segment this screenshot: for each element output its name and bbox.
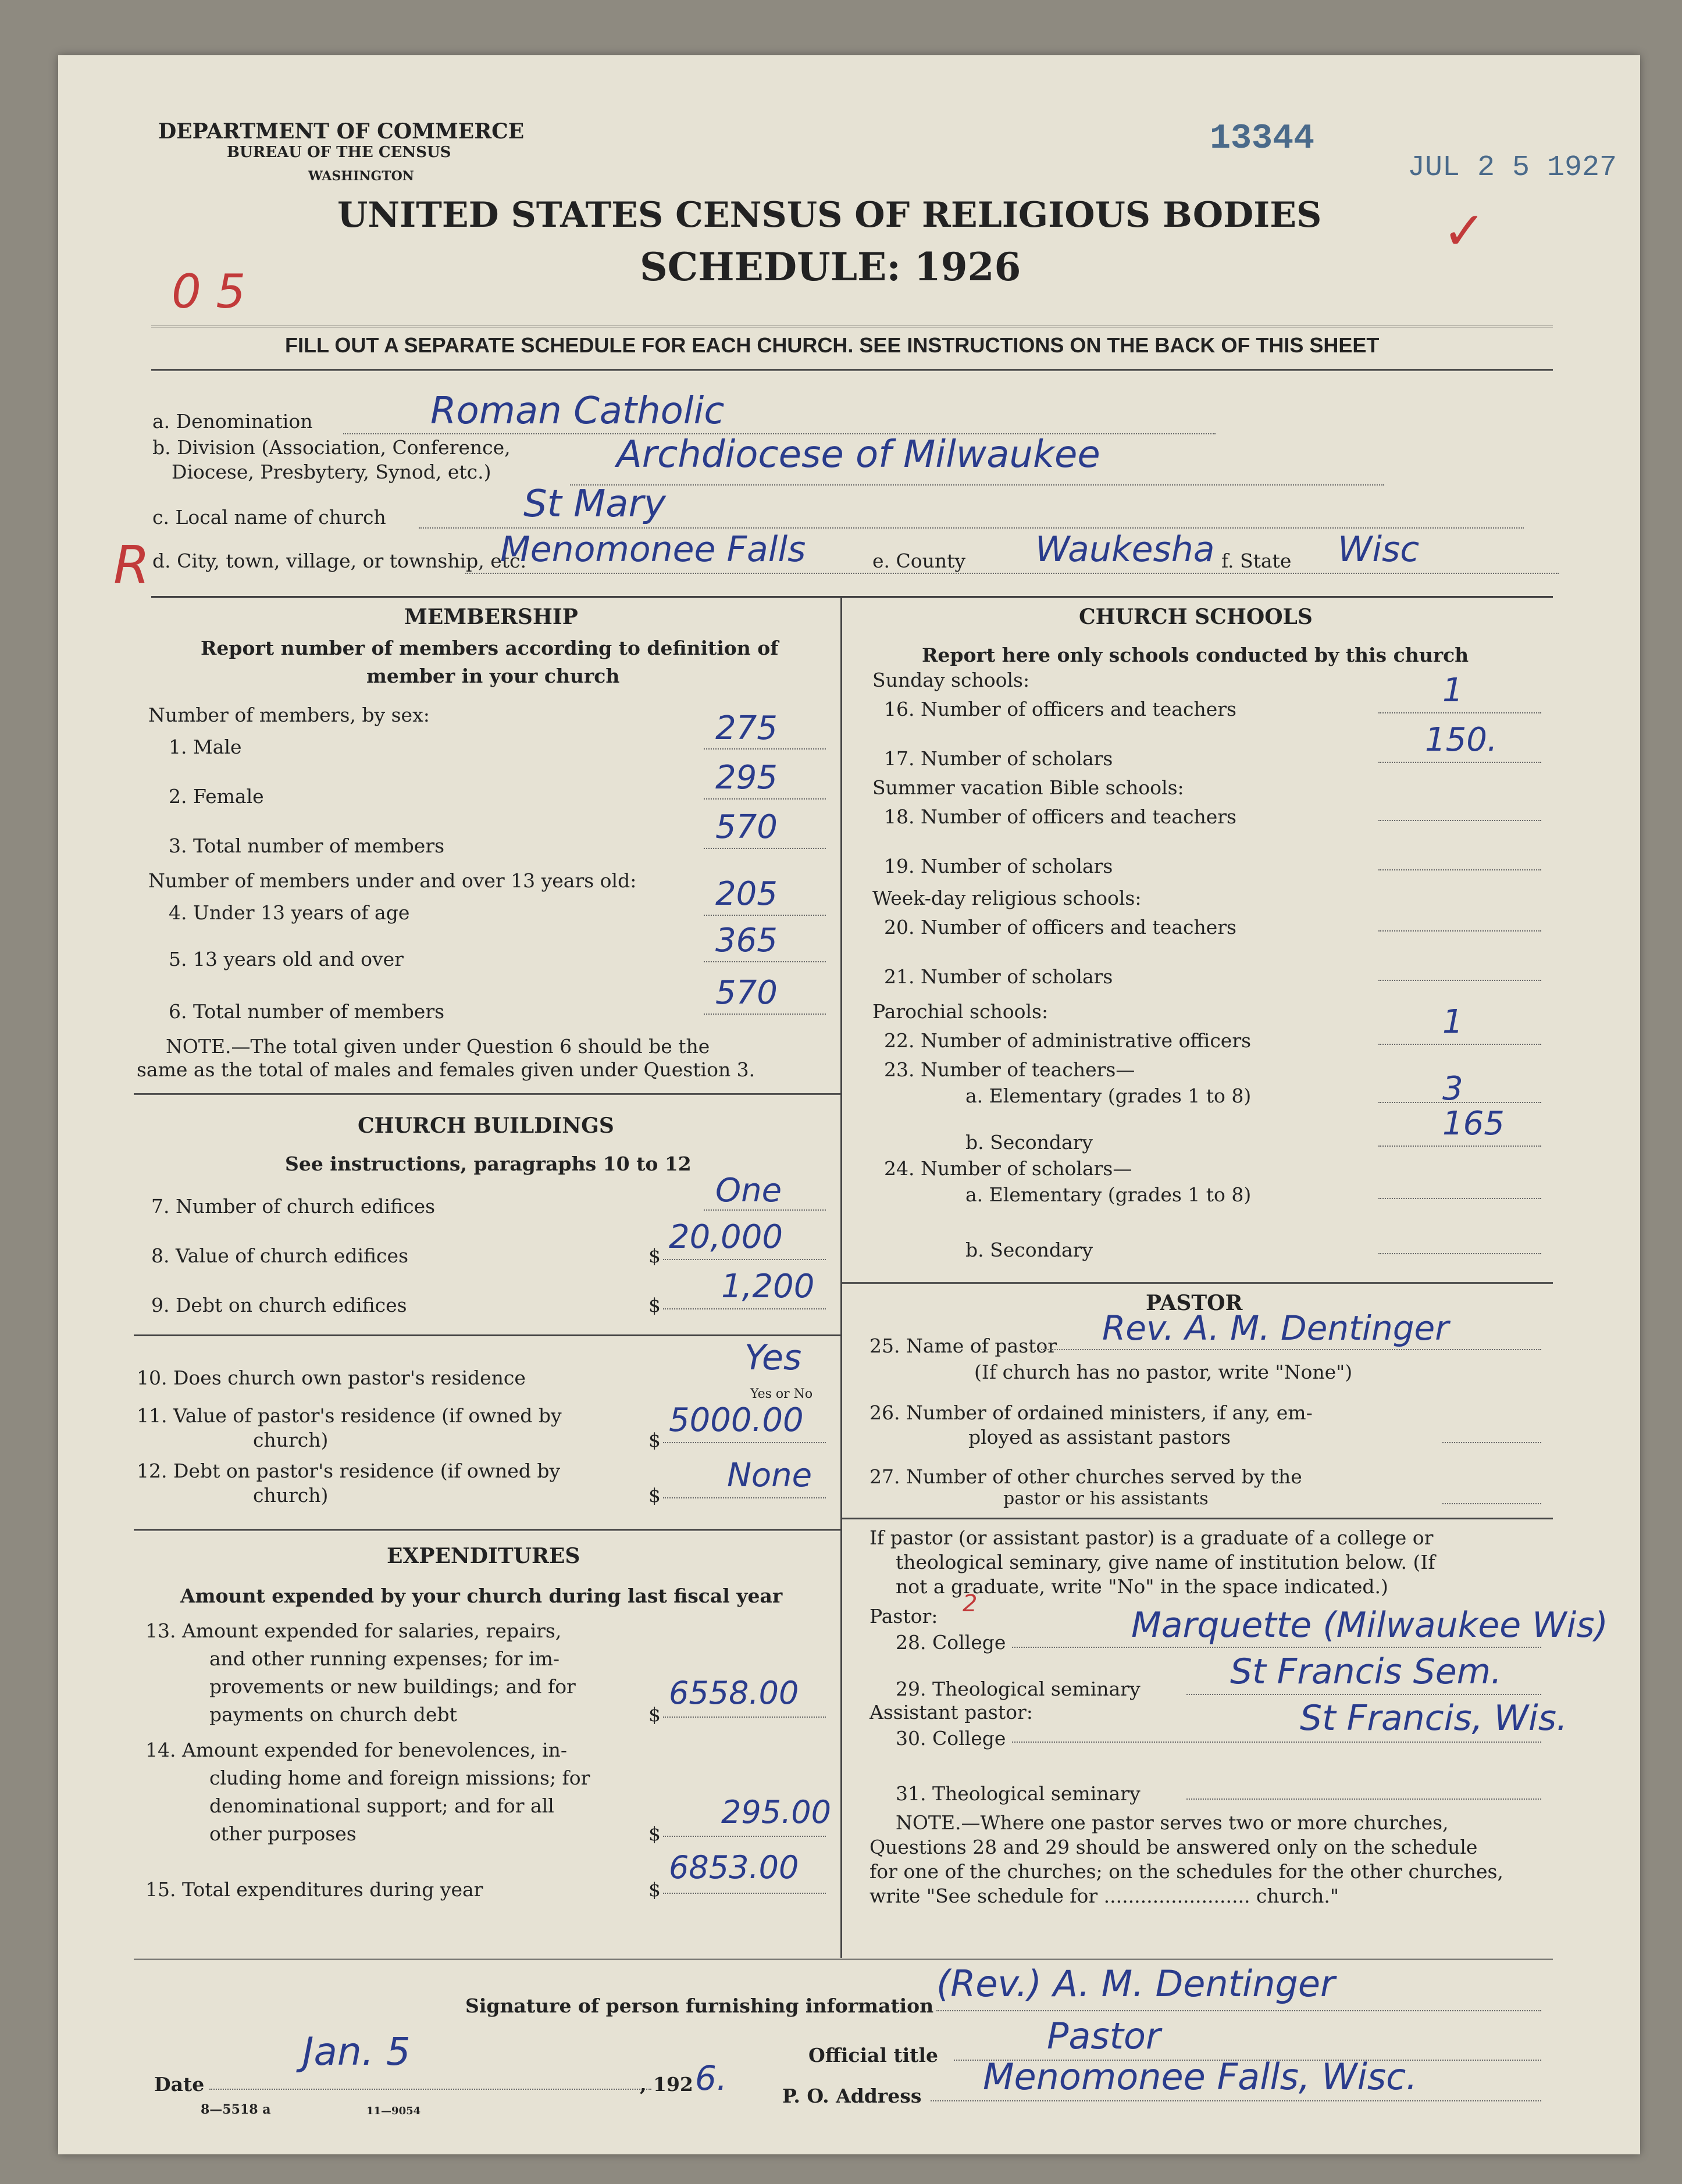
q7-label: 7. Number of church edifices	[151, 1195, 436, 1218]
q27-label-1: 27. Number of other churches served by the	[869, 1465, 1302, 1488]
header-rule-bottom	[151, 369, 1553, 371]
schedule-subtitle: SCHEDULE: 1926	[640, 244, 1021, 290]
q12-value[interactable]: None	[727, 1457, 813, 1494]
census-schedule-sheet	[58, 55, 1640, 2154]
q6-value[interactable]: 570	[715, 974, 778, 1012]
q16-label: 16. Number of officers and teachers	[884, 698, 1236, 720]
header-rule-top	[151, 326, 1553, 327]
county-value[interactable]: Waukesha	[1035, 529, 1215, 570]
column-divider	[840, 597, 842, 1958]
q25-hint: (If church has no pastor, write "None")	[974, 1361, 1353, 1383]
q23-label: 23. Number of teachers—	[884, 1058, 1135, 1081]
membership-intro-1: Report number of members according to definition of	[201, 637, 779, 659]
summer-schools: Summer vacation Bible schools:	[872, 776, 1184, 799]
q14-dotline	[663, 1836, 826, 1837]
q9-label: 9. Debt on church edifices	[151, 1294, 407, 1316]
q22-value[interactable]: 1	[1442, 1003, 1463, 1041]
q15-label: 15. Total expenditures during year	[145, 1878, 483, 1901]
q15-value[interactable]: 6853.00	[669, 1849, 799, 1886]
q19-label: 19. Number of scholars	[884, 855, 1113, 877]
q18-label: 18. Number of officers and teachers	[884, 805, 1236, 828]
q10-hint: Yes or No	[750, 1387, 813, 1401]
q14-value[interactable]: 295.00	[721, 1794, 831, 1830]
q20-line	[1378, 930, 1541, 932]
q23b-line	[1378, 1145, 1541, 1147]
q11-value[interactable]: 5000.00	[669, 1401, 804, 1439]
department-name: DEPARTMENT OF COMMERCE	[158, 119, 525, 144]
q6-label: 6. Total number of members	[169, 1000, 445, 1023]
q13-line-3: provements or new buildings; and for	[209, 1675, 576, 1698]
q8-value[interactable]: 20,000	[669, 1218, 783, 1256]
date-line	[209, 2089, 651, 2090]
q2-line	[704, 798, 826, 800]
serial-number-stamp: 13344	[1210, 119, 1315, 159]
schools-rule	[842, 1282, 1553, 1284]
year-digit[interactable]: 6.	[695, 2058, 728, 2098]
q9-dollar: $	[648, 1294, 661, 1316]
q24b-label: b. Secondary	[965, 1239, 1093, 1261]
po-address-label: P. O. Address	[782, 2085, 922, 2107]
official-title-value[interactable]: Pastor	[1047, 2015, 1161, 2057]
church-name-line	[419, 527, 1524, 529]
division-line	[570, 484, 1384, 486]
q25-label: 25. Name of pastor	[869, 1334, 1057, 1357]
pastor-note-2: Questions 28 and 29 should be answered only on the schedule	[869, 1836, 1478, 1858]
signature-line	[936, 2010, 1541, 2011]
q10-label: 10. Does church own pastor's residence	[137, 1366, 526, 1389]
members-by-age: Number of members under and over 13 years old:	[148, 869, 637, 892]
red-mark-r: R	[113, 535, 150, 596]
q7-line	[704, 1209, 826, 1211]
q26-label-1: 26. Number of ordained ministers, if any, em-	[869, 1401, 1313, 1424]
schedule-title: UNITED STATES CENSUS OF RELIGIOUS BODIES	[337, 195, 1322, 235]
q18-line	[1378, 820, 1541, 821]
year-prefix: , 192	[640, 2073, 693, 2096]
q24a-label: a. Elementary (grades 1 to 8)	[965, 1183, 1252, 1206]
state-value[interactable]: Wisc	[1338, 529, 1420, 570]
signature-label: Signature of person furnishing information	[465, 1994, 934, 2017]
pastor-note-4: write "See schedule for ........................ church."	[869, 1885, 1339, 1907]
church-name-label: c. Local name of church	[152, 506, 386, 529]
assistant-pastor-subheading: Assistant pastor:	[869, 1701, 1033, 1723]
bureau-name: BUREAU OF THE CENSUS	[227, 144, 451, 161]
buildings-rule	[134, 1334, 840, 1336]
division-label-2: Diocese, Presbytery, Synod, etc.)	[172, 461, 491, 483]
membership-note-1: NOTE.—The total given under Question 6 should be the	[166, 1035, 710, 1058]
membership-intro-2: member in your church	[366, 665, 620, 687]
q29-value[interactable]: St Francis Sem.	[1230, 1651, 1502, 1692]
graduate-note-3: not a graduate, write "No" in the space indicated.)	[896, 1575, 1388, 1598]
q24b-line	[1378, 1253, 1541, 1254]
parochial-schools: Parochial schools:	[872, 1000, 1049, 1023]
identity-rule	[151, 596, 1553, 598]
q19-line	[1378, 869, 1541, 870]
q17-line	[1378, 762, 1541, 763]
q5-label: 5. 13 years old and over	[169, 948, 404, 970]
denomination-value[interactable]: Roman Catholic	[430, 390, 725, 433]
date-label: Date	[154, 2073, 205, 2096]
q24-label: 24. Number of scholars—	[884, 1157, 1132, 1180]
q13-line-2: and other running expenses; for im-	[209, 1647, 560, 1670]
city-value[interactable]: Menomonee Falls	[500, 529, 806, 570]
q23a-line	[1378, 1102, 1541, 1103]
signature-value[interactable]: (Rev.) A. M. Dentinger	[936, 1962, 1335, 2005]
received-date-stamp: JUL 2 5 1927	[1407, 151, 1617, 184]
pastor-heading: PASTOR	[1146, 1291, 1243, 1315]
q31-line	[1186, 1798, 1541, 1800]
q4-value[interactable]: 205	[715, 875, 778, 913]
fill-instructions: FILL OUT A SEPARATE SCHEDULE FOR EACH CHURCH. SEE INSTRUCTIONS ON THE BACK OF THIS SHEET	[285, 333, 1380, 357]
q28-label: 28. College	[896, 1631, 1006, 1654]
official-title-label: Official title	[808, 2044, 938, 2067]
sunday-schools: Sunday schools:	[872, 669, 1030, 691]
q30-label: 30. College	[896, 1727, 1006, 1750]
division-label: b. Division (Association, Conference,	[152, 436, 511, 459]
q3-value[interactable]: 570	[715, 808, 778, 846]
q25-value[interactable]: Rev. A. M. Dentinger	[1102, 1308, 1449, 1348]
print-number: 11—9054	[366, 2105, 421, 2117]
buildings-heading: CHURCH BUILDINGS	[358, 1114, 614, 1138]
q5-line	[704, 961, 826, 962]
q7-value[interactable]: One	[715, 1172, 782, 1209]
graduate-note-2: theological seminary, give name of institution below. (If	[896, 1551, 1435, 1573]
q8-label: 8. Value of church edifices	[151, 1244, 409, 1267]
q11-label-2: church)	[253, 1429, 329, 1451]
q2-value[interactable]: 295	[715, 759, 778, 797]
q12-label-2: church)	[253, 1484, 329, 1507]
members-by-sex: Number of members, by sex:	[148, 704, 430, 726]
county-label: e. County	[872, 549, 966, 572]
city-line	[465, 573, 1559, 574]
pastor-rule	[842, 1518, 1553, 1519]
q21-line	[1378, 980, 1541, 981]
q23b-value[interactable]: 165	[1442, 1105, 1505, 1143]
q8-dollar: $	[648, 1244, 661, 1267]
q8-line	[663, 1259, 826, 1260]
denomination-label: a. Denomination	[152, 410, 313, 433]
q12-label-1: 12. Debt on pastor's residence (if owned by	[137, 1459, 561, 1482]
q3-line	[704, 848, 826, 849]
q11-label-1: 11. Value of pastor's residence (if owned by	[137, 1404, 562, 1427]
weekday-schools: Week-day religious schools:	[872, 887, 1142, 909]
q30-value[interactable]: St Francis, Wis.	[1300, 1698, 1568, 1739]
q14-line-3: denominational support; and for all	[209, 1794, 554, 1817]
red-tick-pastor: 2	[963, 1590, 978, 1617]
q31-label: 31. Theological seminary	[896, 1782, 1141, 1805]
q10-value[interactable]: Yes	[744, 1337, 802, 1378]
bureau-city: WASHINGTON	[308, 169, 414, 184]
expenditures-heading: EXPENDITURES	[387, 1544, 580, 1568]
q22-line	[1378, 1044, 1541, 1045]
buildings-bottom-rule	[134, 1529, 840, 1531]
po-address-value[interactable]: Menomonee Falls, Wisc.	[983, 2055, 1417, 2098]
q17-label: 17. Number of scholars	[884, 747, 1113, 770]
q9-value[interactable]: 1,200	[721, 1268, 815, 1305]
q30-line	[1012, 1742, 1541, 1743]
q28-line	[1012, 1647, 1541, 1648]
q23b-label: b. Secondary	[965, 1131, 1093, 1154]
q20-label: 20. Number of officers and teachers	[884, 916, 1236, 938]
schools-heading: CHURCH SCHOOLS	[1079, 605, 1313, 629]
q13-dotline	[663, 1716, 826, 1718]
q29-label: 29. Theological seminary	[896, 1678, 1141, 1700]
pastor-subheading: Pastor:	[869, 1605, 938, 1628]
q13-dollar: $	[648, 1703, 661, 1726]
red-mark-05: 0 5	[172, 265, 246, 319]
pastor-note-3: for one of the churches; on the schedules for the other churches,	[869, 1860, 1503, 1883]
footer-rule	[134, 1958, 1553, 1960]
date-value[interactable]: Jan. 5	[302, 2029, 411, 2074]
q4-label: 4. Under 13 years of age	[169, 901, 410, 924]
q14-dollar: $	[648, 1822, 661, 1845]
q16-line	[1378, 712, 1541, 713]
q4-line	[704, 915, 826, 916]
q22-label: 22. Number of administrative officers	[884, 1029, 1252, 1052]
q14-line-2: cluding home and foreign missions; for	[209, 1767, 590, 1789]
q9-line	[663, 1308, 826, 1309]
q2-label: 2. Female	[169, 785, 264, 808]
q25-line	[1041, 1349, 1541, 1350]
red-checkmark: ✓	[1442, 201, 1487, 262]
q14-line-4: other purposes	[209, 1822, 357, 1845]
buildings-intro: See instructions, paragraphs 10 to 12	[285, 1152, 692, 1175]
q13-line-1: 13. Amount expended for salaries, repairs,	[145, 1619, 562, 1642]
q28-value[interactable]: Marquette (Milwaukee Wis)	[1131, 1605, 1608, 1646]
q5-value[interactable]: 365	[715, 922, 778, 959]
church-name-value[interactable]: St Mary	[523, 483, 666, 526]
q26-line	[1442, 1442, 1541, 1443]
q26-label-2: ployed as assistant pastors	[968, 1426, 1231, 1448]
q13-line-4: payments on church debt	[209, 1703, 457, 1726]
q17-value[interactable]: 150.	[1425, 721, 1498, 759]
q3-label: 3. Total number of members	[169, 834, 445, 857]
q13-value[interactable]: 6558.00	[669, 1675, 799, 1711]
po-address-line	[931, 2100, 1541, 2101]
q6-line	[704, 1014, 826, 1015]
q12-line	[663, 1497, 826, 1498]
q1-label: 1. Male	[169, 736, 242, 758]
schools-intro: Report here only schools conducted by this church	[922, 644, 1469, 666]
pastor-note-1: NOTE.—Where one pastor serves two or more churches,	[896, 1811, 1449, 1834]
q16-value[interactable]: 1	[1442, 672, 1463, 709]
q11-dollar: $	[648, 1429, 661, 1451]
q27-line	[1442, 1503, 1541, 1504]
division-value[interactable]: Archdiocese of Milwaukee	[617, 433, 1100, 476]
state-label: f. State	[1221, 549, 1292, 572]
membership-note-2: same as the total of males and females given under Question 3.	[137, 1058, 756, 1081]
q15-dotline	[663, 1893, 826, 1894]
q1-line	[704, 748, 826, 750]
q23a-label: a. Elementary (grades 1 to 8)	[965, 1084, 1252, 1107]
q12-dollar: $	[648, 1484, 661, 1507]
membership-rule	[134, 1093, 840, 1095]
form-number: 8—5518 a	[201, 2102, 271, 2117]
city-label: d. City, town, village, or township, etc.	[152, 549, 527, 572]
q23a-value[interactable]: 3	[1442, 1070, 1463, 1108]
q29-line	[1186, 1694, 1541, 1695]
q1-value[interactable]: 275	[715, 709, 778, 747]
q21-label: 21. Number of scholars	[884, 965, 1113, 988]
q27-label-2: pastor or his assistants	[1003, 1489, 1209, 1509]
q24a-line	[1378, 1198, 1541, 1199]
q15-dollar: $	[648, 1878, 661, 1901]
graduate-note-1: If pastor (or assistant pastor) is a graduate of a college or	[869, 1526, 1434, 1549]
membership-heading: MEMBERSHIP	[404, 605, 578, 629]
q11-line	[663, 1442, 826, 1443]
q14-line-1: 14. Amount expended for benevolences, in-	[145, 1739, 568, 1761]
expenditures-intro: Amount expended by your church during last fiscal year	[180, 1585, 783, 1607]
